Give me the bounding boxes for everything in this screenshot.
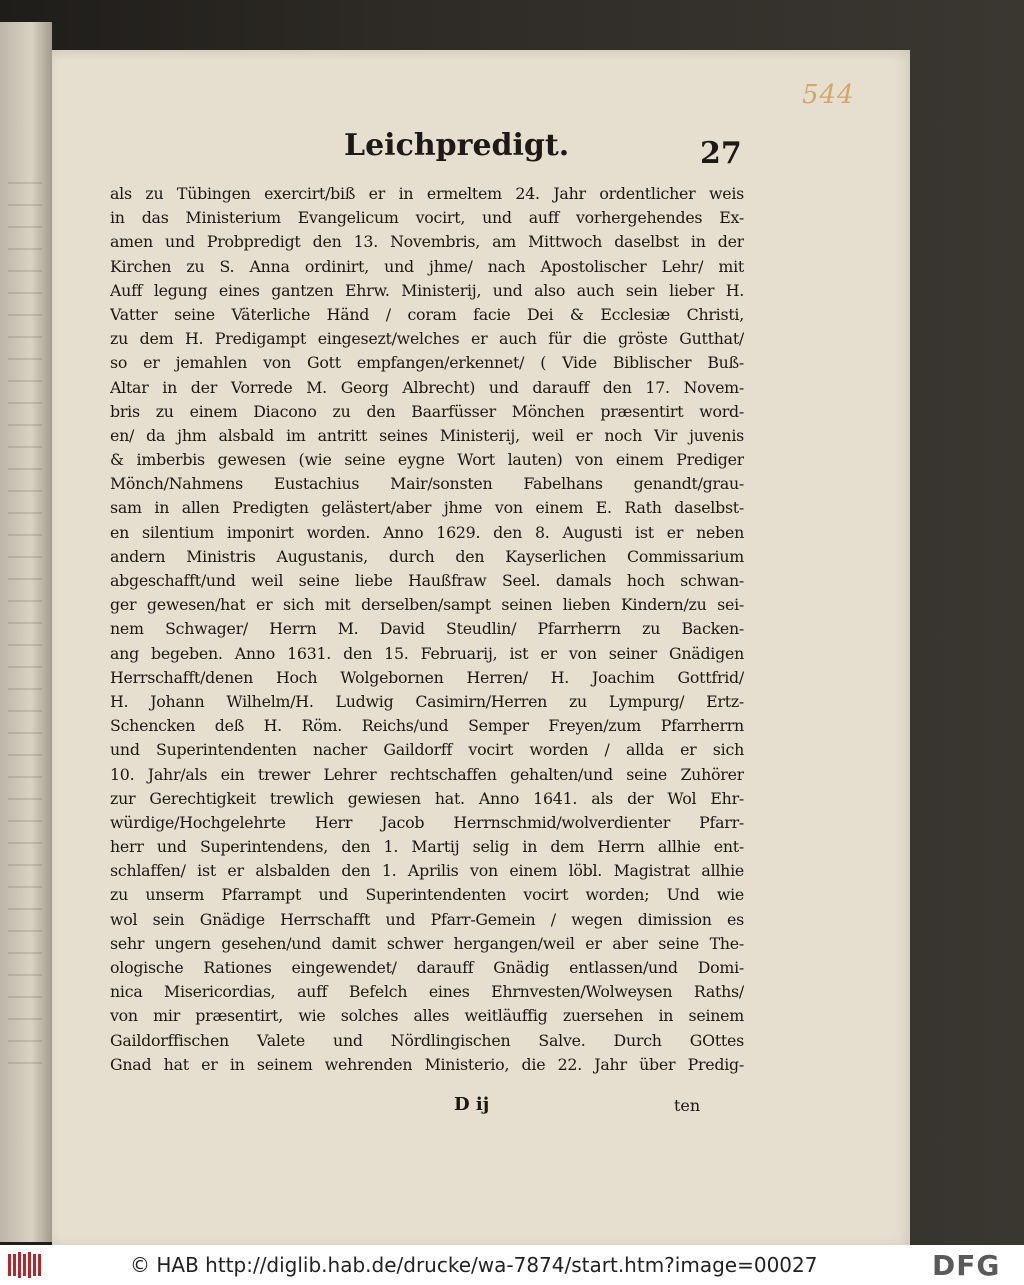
signature-mark: D ij [454, 1094, 490, 1115]
text-line: amen und Probpredigt den 13. Novembris, am Mittwoch daselbst in der [110, 232, 744, 252]
text-line: Gaildorffischen Valete und Nördlingischen Salve. Durch GOttes [110, 1030, 744, 1050]
text-line: Vatter seine Väterliche Händ / coram facie Dei & Ecclesiæ Christi, [110, 304, 744, 324]
text-line: sam in allen Predigten gelästert/aber jhme von einem E. Rath daselbst- [110, 498, 744, 518]
text-line: Auff legung eines gantzen Ehrw. Ministerij, und also auch sein lieber H. [110, 280, 744, 300]
text-line: von mir præsentirt, wie solches alles weitläuffig zuersehen in seinem [110, 1006, 744, 1026]
text-line: zu unserm Pfarrampt und Superintendenten vocirt worden; Und wie [110, 885, 744, 905]
text-line: herr und Superintendens, den 1. Martij selig in dem Herrn allhie ent- [110, 837, 744, 857]
page-number: 27 [700, 136, 742, 171]
text-line: 10. Jahr/als ein trewer Lehrer rechtschaffen gehalten/und seine Zuhörer [110, 764, 744, 784]
text-line: bris zu einem Diacono zu den Baarfüsser Mönchen præsentirt word- [110, 401, 744, 421]
text-line: ang begeben. Anno 1631. den 15. Februarij, ist er von seiner Gnädigen [110, 643, 744, 663]
text-line: würdige/Hochgelehrte Herr Jacob Herrnschmid/wolverdienter Pfarr- [110, 812, 744, 832]
text-line: & imberbis gewesen (wie seine eygne Wort lauten) von einem Prediger [110, 450, 744, 470]
text-line: wol sein Gnädige Herrschafft und Pfarr-Gemein / wegen dimission es [110, 909, 744, 929]
text-line: en silentium imponirt worden. Anno 1629. den 8. Augusti ist er neben [110, 522, 744, 542]
text-line: andern Ministris Augustanis, durch den Kayserlichen Commissarium [110, 546, 744, 566]
text-line: schlaffen/ ist er alsbalden den 1. Aprilis von einem löbl. Magistrat allhie [110, 861, 744, 881]
facing-page-edge [0, 22, 52, 1242]
hab-logo-icon [6, 1250, 46, 1280]
text-line: Herrschafft/denen Hoch Wolgebornen Herren/ H. Joachim Gottfrid/ [110, 667, 744, 687]
running-head: Leichpredigt. [344, 128, 570, 163]
text-line: Schencken deß H. Röm. Reichs/und Semper Freyen/zum Pfarrherrn [110, 716, 744, 736]
text-line: und Superintendenten nacher Gaildorff vocirt worden / allda er sich [110, 740, 744, 760]
text-line: so er jemahlen von Gott empfangen/erkennet/ ( Vide Biblischer Buß- [110, 353, 744, 373]
text-line: sehr ungern gesehen/und damit schwer hergangen/weil er aber seine The- [110, 933, 744, 953]
dfg-logo: DFG [932, 1249, 1001, 1282]
text-line: ologische Rationes eingewendet/ darauff Gnädig entlassen/und Domi- [110, 958, 744, 977]
text-line: in das Ministerium Evangelicum vocirt, und auff vorhergehendes Ex- [110, 208, 744, 228]
text-line: en/ da jhm alsbald im antritt seines Ministerij, weil er noch Vir juvenis [110, 425, 744, 445]
catchword: ten [674, 1096, 701, 1115]
text-line: Kirchen zu S. Anna ordinirt, und jhme/ nach Apostolischer Lehr/ mit [110, 256, 744, 276]
text-line: ger gewesen/hat er sich mit derselben/sampt seinen lieben Kindern/zu sei- [110, 595, 744, 615]
text-line: H. Johann Wilhelm/H. Ludwig Casimirn/Herren zu Lympurg/ Ertz- [110, 691, 744, 711]
text-line: zu dem H. Predigampt eingesezt/welches er auch für die gröste Gutthat/ [110, 329, 744, 349]
viewer-footer [0, 1245, 1024, 1285]
text-line: nem Schwager/ Herrn M. David Steudlin/ Pfarrherrn zu Backen- [110, 619, 744, 639]
copyright-link[interactable]: © HAB http://diglib.hab.de/drucke/wa-7874/start.htm?image=00027 [130, 1253, 818, 1277]
text-line: als zu Tübingen exercirt/biß er in ermeltem 24. Jahr ordentlicher weis [110, 184, 744, 203]
text-line: abgeschafft/und weil seine liebe Haußfraw Seel. damals hoch schwan- [110, 571, 744, 590]
text-line: zur Gerechtigkeit trewlich gewiesen hat. Anno 1641. als der Wol Ehr- [110, 788, 744, 808]
text-line: Altar in der Vorrede M. Georg Albrecht) und darauff den 17. Novem- [110, 377, 744, 397]
body-text [110, 182, 744, 1077]
text-line: Mönch/Nahmens Eustachius Mair/sonsten Fabelhans genandt/grau- [110, 474, 744, 494]
manuscript-page-number: 544 [802, 80, 855, 110]
text-line: nica Misericordias, auff Befelch eines Ehrnvesten/Wolweysen Raths/ [110, 982, 744, 1002]
facing-page-text-shadow [8, 182, 42, 1082]
book-page [52, 50, 910, 1245]
text-line: Gnad hat er in seinem wehrenden Ministerio, die 22. Jahr über Predig- [110, 1054, 744, 1074]
